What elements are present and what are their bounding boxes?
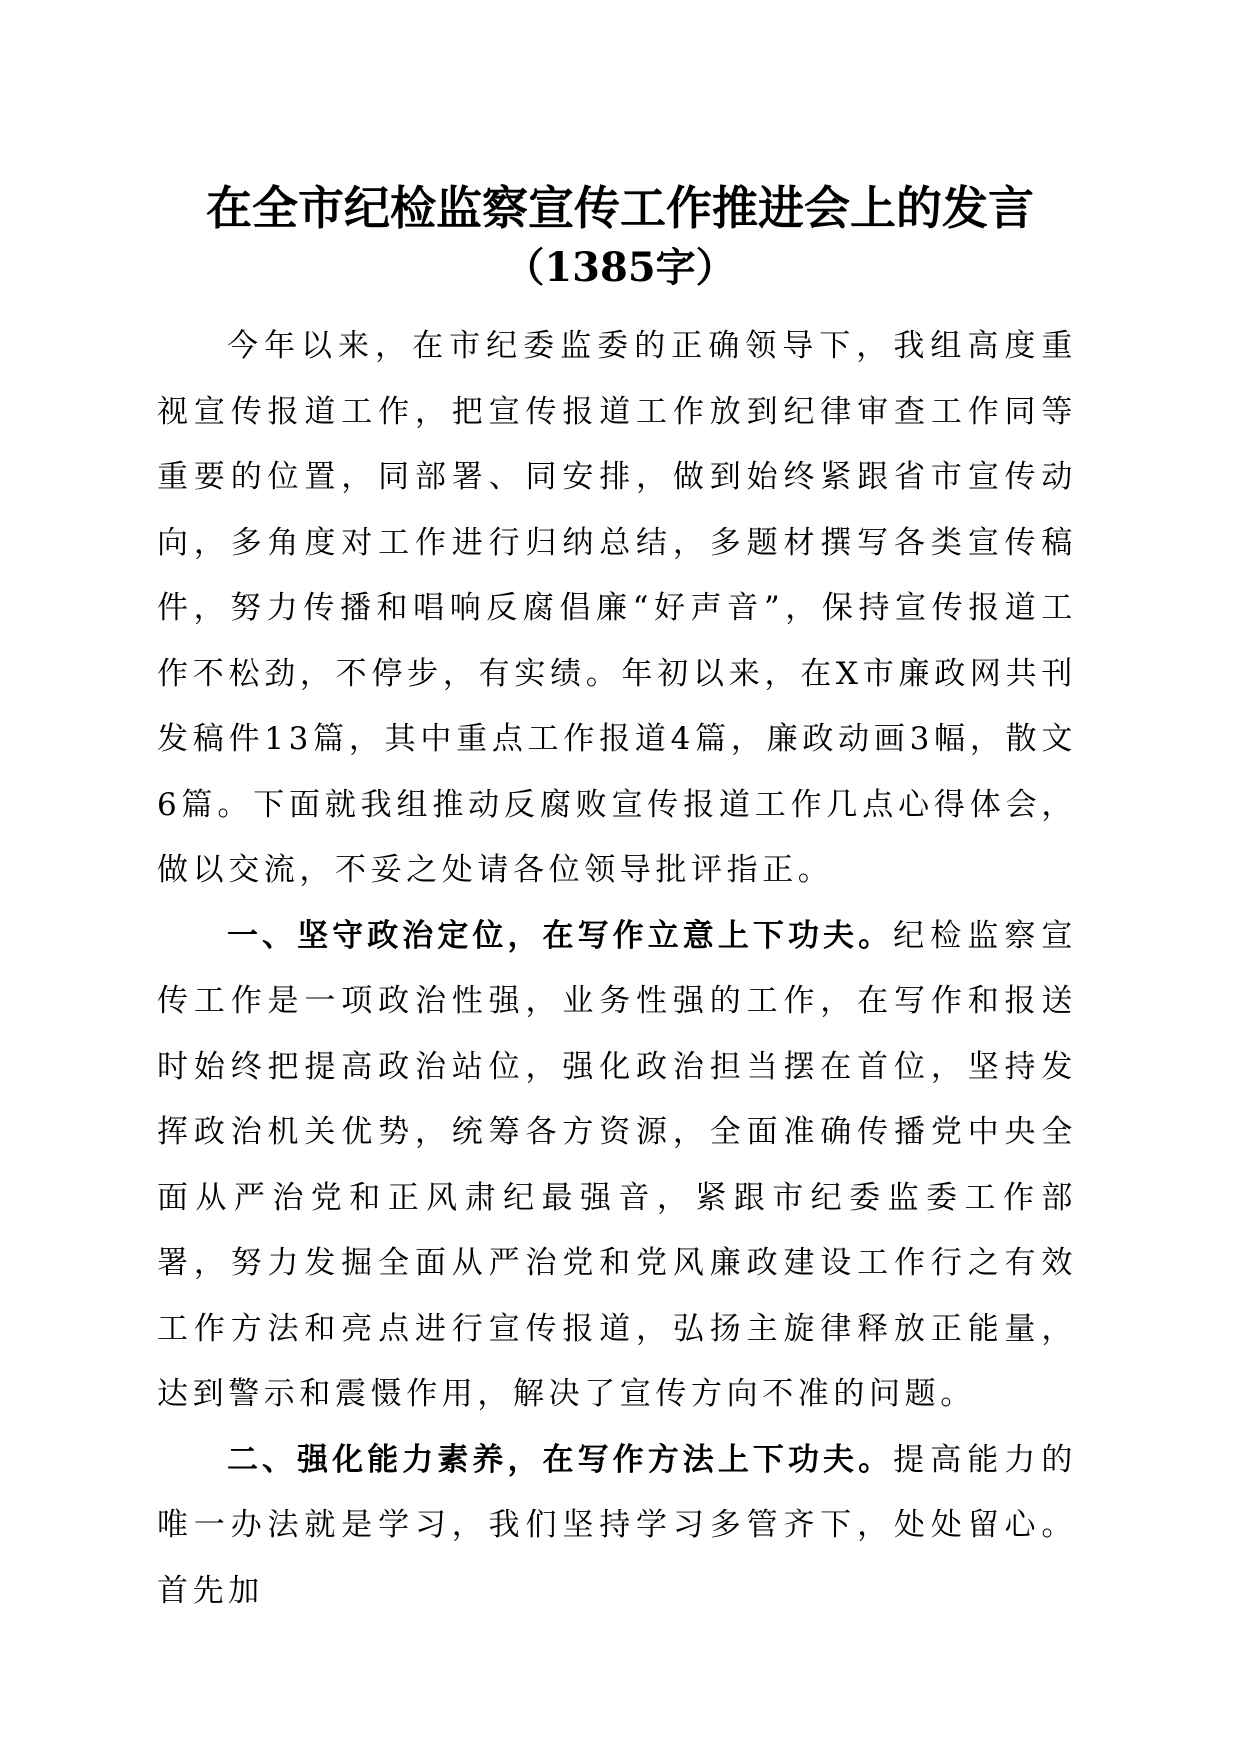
- section-2-heading: 二、强化能力素养，在写作方法上下功夫。: [227, 1441, 894, 1478]
- paragraph-intro-text: 今年以来，在市纪委监委的正确领导下，我组高度重视宣传报道工作，把宣传报道工作放到纪律审查工作同等重要的位置，同部署、同安排，做到始终紧跟省市宣传动向，多角度对工作进行归纳总结，多题材撰写各类宣传稿件，努力传播和唱响反腐倡廉“好声音”，保持宣传报道工作不松劲，不停步，有实绩。年初以来，在X市廉政网共刊发稿件13篇，其中重点工作报道4篇，廉政动画3幅，散文6篇。下面就我组推动反腐败宣传报道工作几点心得体会，做以交流，不妥之处请各位领导批评指正。: [157, 328, 1077, 888]
- paragraph-section-2: [157, 1428, 1077, 1625]
- paragraph-intro: [157, 314, 1077, 904]
- section-1-text: 纪检监察宣传工作是一项政治性强，业务性强的工作，在写作和报送时始终把提高政治站位，强化政治担当摆在首位，坚持发挥政治机关优势，统筹各方资源，全面准确传播党中央全面从严治党和正风肃纪最强音，紧跟市纪委监委工作部署，努力发掘全面从严治党和党风廉政建设工作行之有效工作方法和亮点进行宣传报道，弘扬主旋律释放正能量，达到警示和震慑作用，解决了宣传方向不准的问题。: [157, 917, 1077, 1412]
- document-body: [157, 314, 1077, 1624]
- paragraph-section-1: [157, 904, 1077, 1428]
- section-1-heading: 一、坚守政治定位，在写作立意上下功夫。: [227, 917, 894, 954]
- section-2-text: 提高能力的唯一办法就是学习，我们坚持学习多管齐下，处处留心。首先加: [157, 1441, 1077, 1609]
- document-title: 在全市纪检监察宣传工作推进会上的发言: [206, 181, 1034, 235]
- document-word-count: （1385字）: [504, 244, 736, 291]
